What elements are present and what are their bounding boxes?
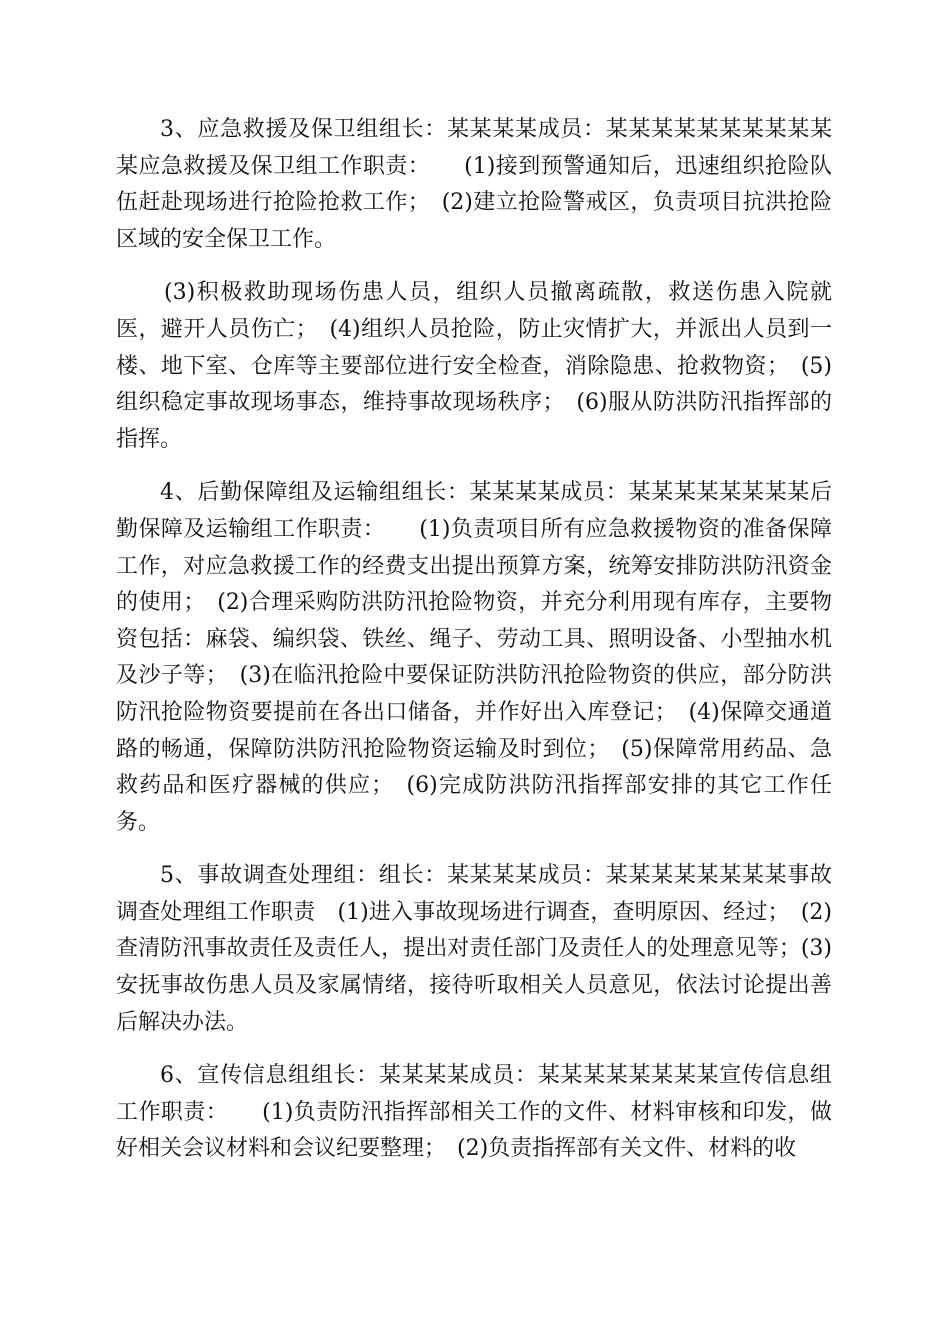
paragraph-rescue-duties-continued: (3)积极救助现场伤患人员，组织人员撤离疏散，救送伤患入院就医，避开人员伤亡； (4)组织人员抢险，防止灾情扩大，并派出人员到一楼、地下室、仓库等主要部位进行安全检查，消除隐患、抢救物资； (5)组织稳定事故现场事态，维持事故现场秩序； (6)服从防洪防汛指挥部的指挥。: [116, 280, 832, 452]
paragraph-publicity-info-group: 6、宣传信息组组长：某某某某成员：某某某某某某某某宣传信息组工作职责： (1)负责防汛指挥部相关工作的文件、材料审核和印发，做好相关会议材料和会议纪要整理； (2)负责指挥部有关文件、材料的收: [116, 1063, 832, 1162]
paragraph-logistics-group: 4、后勤保障组及运输组组长：某某某某成员：某某某某某某某某后勤保障及运输组工作职责： (1)负责项目所有应急救援物资的准备保障工作，对应急救援工作的经费支出提出预算方案，统筹安排防洪防汛资金的使用； (2)合理采购防洪防汛抢险物资，并充分利用现有库存，主要物资包括：麻袋、编织袋、铁丝、绳子、劳动工具、照明设备、小型抽水机及沙子等； (3)在临汛抢险中要保证防洪防汛抢险物资的供应，部分防洪防汛抢险物资要提前在各出口储备，并作好出入库登记； (4)保障交通道路的畅通，保障防洪防汛抢险物资运输及时到位； (5)保障常用药品、急救药品和医疗器械的供应； (6)完成防洪防汛指挥部安排的其它工作任务。: [116, 480, 832, 835]
paragraph-accident-investigation-group: 5、事故调查处理组：组长：某某某某成员：某某某某某某某某事故调查处理组工作职责 (1)进入事故现场进行调查，查明原因、经过； (2)查清防汛事故责任及责任人，提出对责任部门及责任人的处理意见等；(3)安抚事故伤患人员及家属情绪，接待听取相关人员意见，依法讨论提出善后解决办法。: [116, 863, 832, 1035]
paragraph-emergency-rescue-group: 3、应急救援及保卫组组长：某某某某成员：某某某某某某某某某某某应急救援及保卫组工作职责： (1)接到预警通知后，迅速组织抢险队伍赶赴现场进行抢险抢救工作； (2)建立抢险警戒区，负责项目抗洪抢险区域的安全保卫工作。: [116, 117, 832, 252]
document-body: [116, 112, 832, 1185]
